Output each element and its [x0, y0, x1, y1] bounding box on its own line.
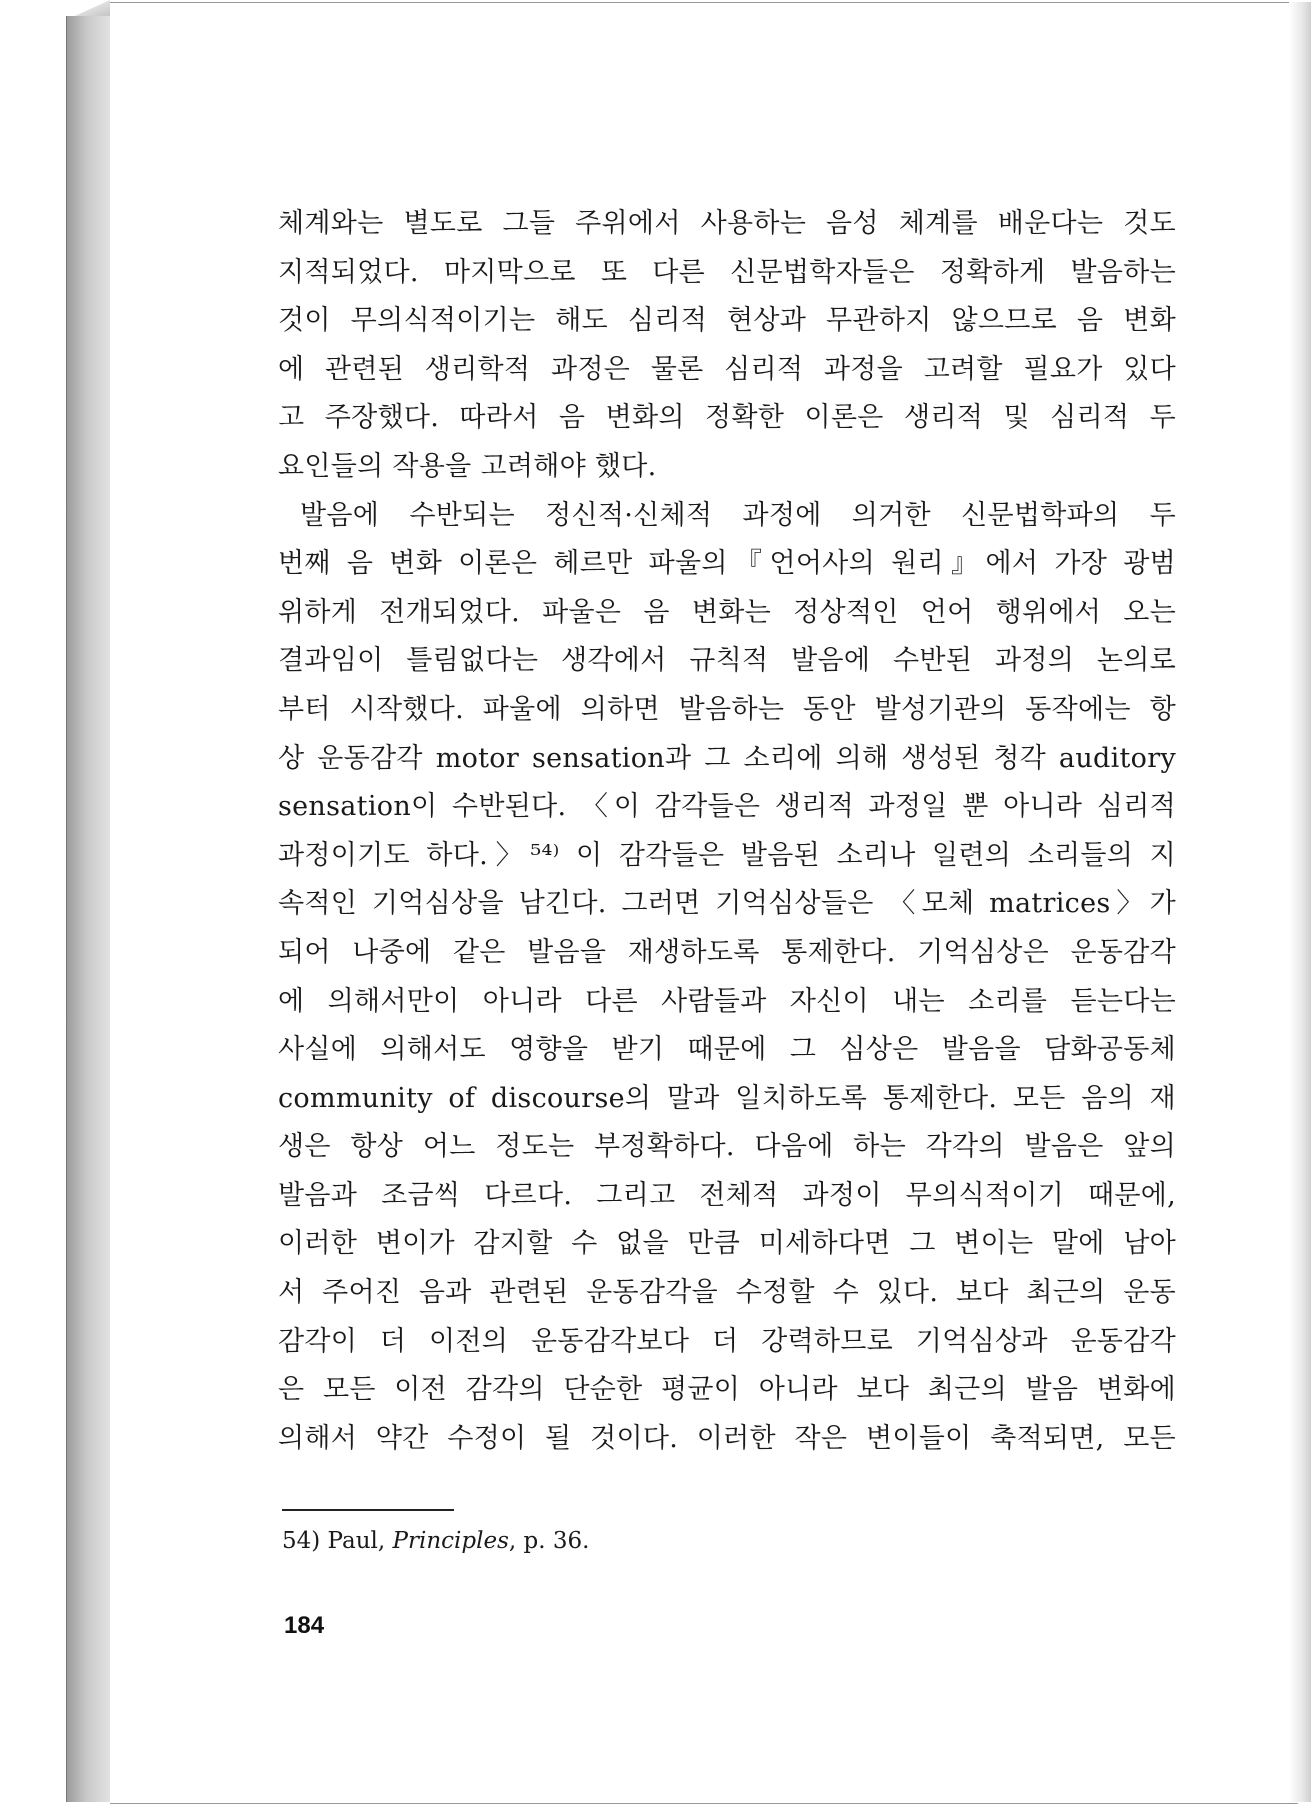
text-line: 사실에 의해서도 영향을 받기 때문에 그 심상은 발음을 담화공동체	[278, 1034, 1176, 1066]
body-text	[278, 200, 1176, 1463]
text-line: 서 주어진 음과 관련된 운동감각을 수정할 수 있다. 보다 최근의 운동	[278, 1277, 1176, 1309]
text-line: 위하게 전개되었다. 파울은 음 변화는 정상적인 언어 행위에서 오는	[278, 596, 1176, 628]
footnote-divider	[282, 1509, 454, 1511]
text-line: community of discourse의 말과 일치하도록 통제한다. 모든 음의 재	[278, 1082, 1176, 1114]
text-line: 것이 무의식적이기는 해도 심리적 현상과 무관하지 않으므로 음 변화	[278, 305, 1176, 337]
text-line: 되어 나중에 같은 발음을 재생하도록 통제한다. 기억심상은 운동감각	[278, 936, 1176, 968]
text-line: 발음과 조금씩 다르다. 그리고 전체적 과정이 무의식적이기 때문에,	[278, 1179, 1176, 1211]
paragraph-first-line: 발음에 수반되는 정신적·신체적 과정에 의거한 신문법학파의 두	[300, 499, 1176, 531]
footnote-title: Principles	[392, 1528, 509, 1554]
text-line: 체계와는 별도로 그들 주위에서 사용하는 음성 체계를 배운다는 것도	[278, 208, 1176, 239]
text-line: 요인들의 작용을 고려해야 했다.	[278, 450, 657, 482]
page-number: 184	[284, 1612, 325, 1639]
footnote	[282, 1528, 589, 1554]
book-spine	[66, 16, 111, 1802]
text-line: 과정이기도 하다.〉⁵⁴⁾ 이 감각들은 발음된 소리나 일련의 소리들의 지	[278, 839, 1176, 871]
text-line: 결과임이 틀림없다는 생각에서 규칙적 발음에 수반된 과정의 논의로	[278, 645, 1176, 677]
text-line: sensation이 수반된다. 〈이 감각들은 생리적 과정일 뿐 아니라 심리적	[278, 791, 1176, 823]
text-line: 생은 항상 어느 정도는 부정확하다. 다음에 하는 각각의 발음은 앞의	[278, 1131, 1176, 1163]
footnote-suffix: , p. 36.	[508, 1528, 590, 1554]
text-line: 의해서 약간 수정이 될 것이다. 이러한 작은 변이들이 축적되면, 모든	[278, 1422, 1176, 1454]
text-line: 은 모든 이전 감각의 단순한 평균이 아니라 보다 최근의 발음 변화에	[278, 1374, 1176, 1406]
text-line: 번째 음 변화 이론은 헤르만 파울의『언어사의 원리』에서 가장 광범	[278, 548, 1176, 580]
text-line: 상 운동감각 motor sensation과 그 소리에 의해 생성된 청각 auditory	[278, 742, 1176, 774]
text-line: 이러한 변이가 감지할 수 없을 만큼 미세하다면 그 변이는 말에 남아	[278, 1228, 1176, 1260]
text-line: 부터 시작했다. 파울에 의하면 발음하는 동안 발성기관의 동작에는 항	[278, 693, 1176, 725]
text-line: 감각이 더 이전의 운동감각보다 더 강력하므로 기억심상과 운동감각	[278, 1325, 1176, 1357]
footnote-prefix: 54) Paul,	[282, 1528, 393, 1554]
text-line: 에 의해서만이 아니라 다른 사람들과 자신이 내는 소리를 듣는다는	[278, 985, 1176, 1017]
text-line: 고 주장했다. 따라서 음 변화의 정확한 이론은 생리적 및 심리적 두	[278, 402, 1176, 434]
text-line: 지적되었다. 마지막으로 또 다른 신문법학자들은 정확하게 발음하는	[278, 256, 1176, 288]
page-edge-shadow	[1289, 2, 1311, 1802]
text-line: 속적인 기억심상을 남긴다. 그러면 기억심상들은 〈모체 matrices〉가	[278, 888, 1176, 920]
text-line: 에 관련된 생리학적 과정은 물론 심리적 과정을 고려할 필요가 있다	[278, 353, 1176, 385]
